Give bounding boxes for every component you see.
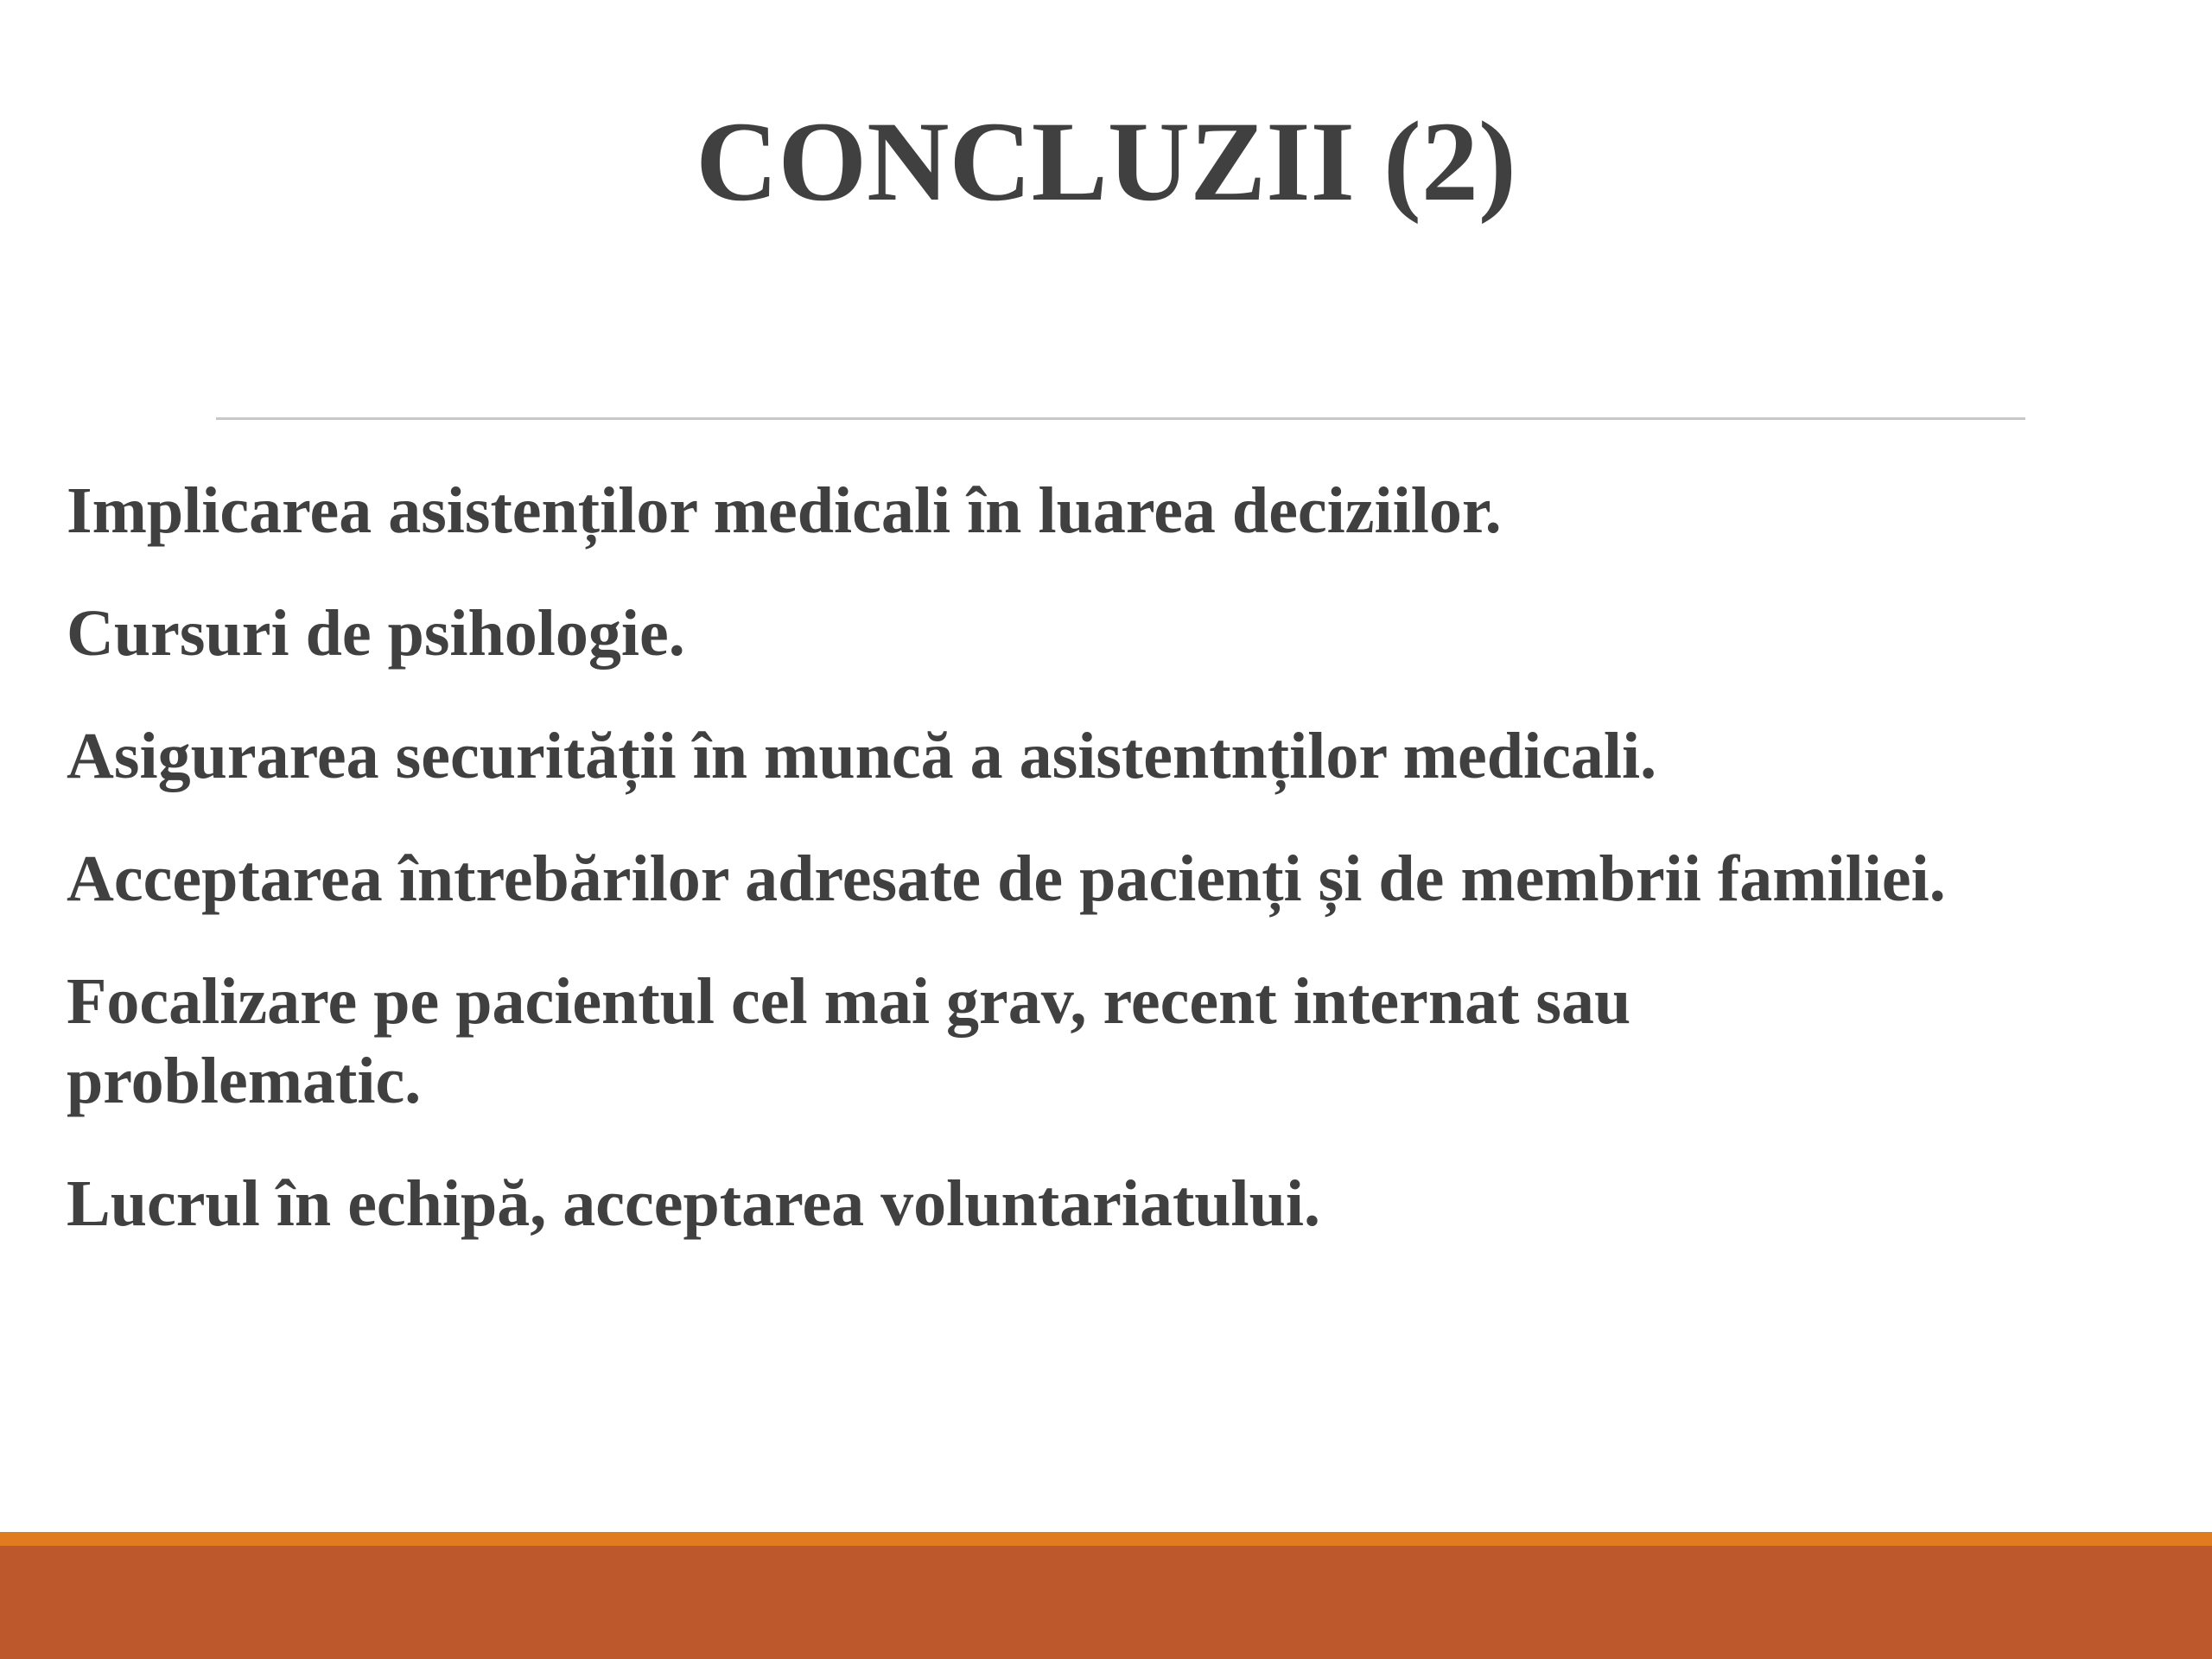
bullet-item: Cursuri de psihologie.: [67, 597, 685, 670]
bullet-list: [67, 471, 2201, 1287]
slide-title: CONCLUZII (2): [696, 98, 1516, 225]
bullet-item: Implicarea asistenților medicali în luarea deciziilor.: [67, 474, 1502, 547]
bullet-item: Acceptarea întrebărilor adresate de pacienți și de membrii familiei.: [67, 842, 1946, 915]
footer-band-rust: [0, 1546, 2212, 1659]
bullet-item: Lucrul în echipă, acceptarea voluntariatului.: [67, 1167, 1321, 1240]
footer-stripe-orange: [0, 1532, 2212, 1546]
title-divider: [216, 417, 2025, 420]
bullet-item: Focalizare pe pacientul cel mai grav, recent internat sau problematic.: [67, 965, 1631, 1117]
bullet-item: Asigurarea securității în muncă a asistentnților medicali.: [67, 720, 1657, 792]
